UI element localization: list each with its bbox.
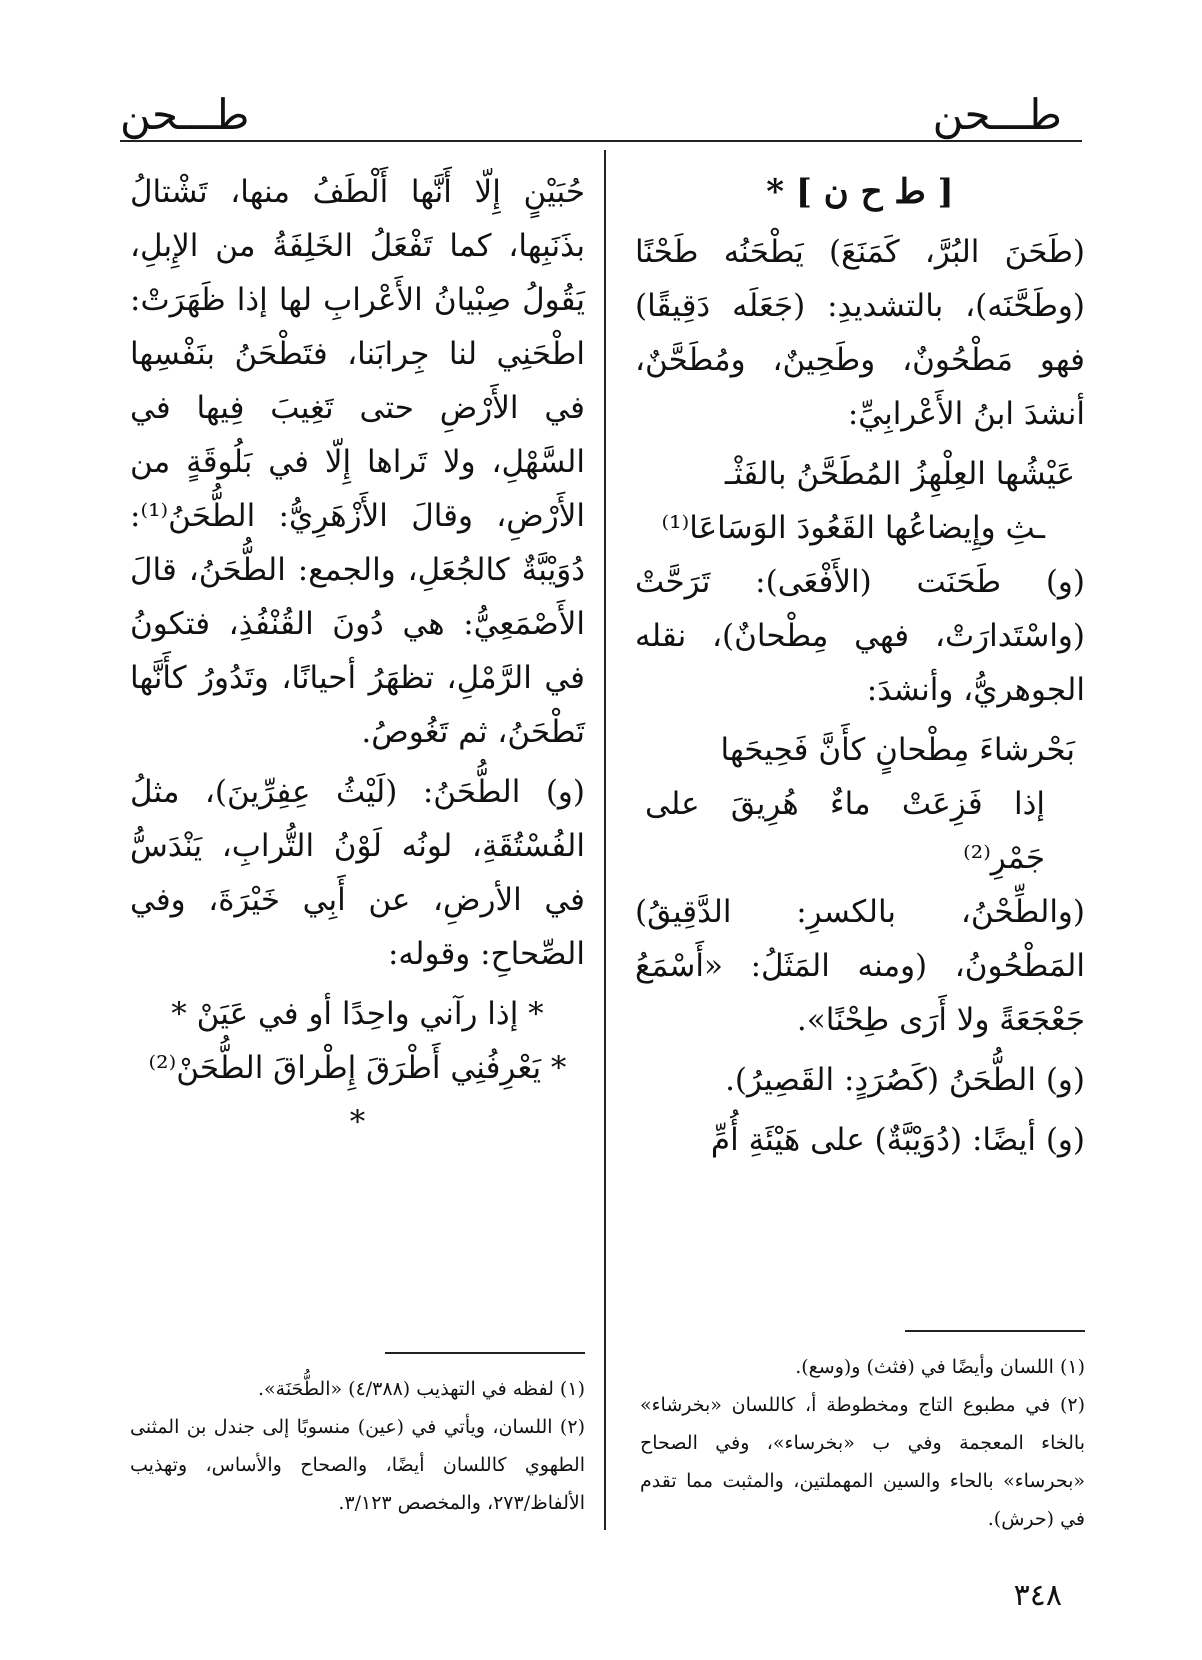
page-number: ٣٤٨ <box>1013 1578 1062 1613</box>
footnote-rule-right <box>905 1330 1085 1332</box>
paragraph: (و) الطُّحَنُ: (لَيْثُ عِفِرِّينَ)، مثلُ الفُسْتُقَةِ، لونُه لَوْنُ التُّرابِ، يَنْدَسُّ في الأرضِ، عن أَبِي خَيْرَةَ، وفي الصِّحاحِ: وقوله: <box>130 774 585 972</box>
left-column <box>130 165 585 1149</box>
footnote: (١) لفظه في التهذيب (٤/٣٨٨) «الطُّحَنَة». <box>257 1378 585 1400</box>
paragraph: (و) الطُّحَنُ (كَصُرَدٍ: القَصِيرُ). <box>725 1062 1085 1098</box>
entry-heading: [ ط ح ن ] * <box>766 172 954 212</box>
footnote-rule-left <box>385 1352 585 1354</box>
paragraph: (والطِّحْنُ، بالكسرِ: الدَّقِيقُ) المَطْحُونُ، (ومنه المَثَلُ: «أَسْمَعُ جَعْجَعَةً ولا أَرَى طِحْنًا». <box>635 894 1085 1038</box>
running-head-right: طـــحن <box>932 90 1062 139</box>
paragraph: حُبَيْنٍ إِلّا أَنَّها أَلْطَفُ منها، تَشْتالُ بذَنَبِها، كما تَفْعَلُ الخَلِفَةُ من الإِبلِ، يَقُولُ صِبْيانُ الأَعْرابِ لها إذا ظَهَرَتْ: اطْحَنِي لنا جِرابَنا، فتَطْحَنُ بنَفْسِها في الأَرْضِ حتى تَغِيبَ فِيها في السَّهْلِ، ولا تَراها إِلّا في بَلُوقَةٍ من الأَرْضِ، وقالَ الأَزْهَرِيُّ: الطُّحَنُ⁽¹⁾: دُوَيْبَّةٌ كالجُعَلِ، والجمع: الطُّحَنُ، قالَ الأَصْمَعِيُّ: هي دُونَ القُنْفُذِ، فتكونُ في الرَّمْلِ، تظهَرُ أحيانًا، وتَدُورُ كأَنَّها تَطْحَنُ، ثم تَغُوصُ. <box>130 174 585 750</box>
verse-line: إذا فَزِعَتْ ماءٌ هُرِيقَ على جَمْرِ⁽²⁾ <box>645 786 1045 876</box>
verse-line: * يَعْرِفُنِي أَطْرَقَ إِطْراقَ الطُّحَنْ⁽²⁾ * <box>148 1050 567 1140</box>
footnotes-left <box>130 1370 585 1522</box>
paragraph: (و) طَحَنَت (الأَفْعَى): تَرَحَّتْ (واسْتَدارَتْ، فهي مِطْحانٌ)، نقله الجوهريُّ، وأنشدَ: <box>635 564 1085 708</box>
running-head <box>120 90 1082 142</box>
verse-line: عَيْشُها العِلْهِزُ المُطَحَّنُ بالفَثْـ <box>724 456 1075 492</box>
paragraph: (طَحَنَ البُرَّ، كَمَنَعَ) يَطْحَنُه طَحْنًا (وطَحَّنَه)، بالتشديدِ: (جَعَلَه دَقِيقًا) فهو مَطْحُونٌ، وطَحِينٌ، ومُطَحَّنٌ، أنشدَ ابنُ الأَعْرابِيِّ: <box>635 234 1085 432</box>
column-divider <box>604 150 606 1530</box>
verse-line: بَحْرشاءَ مِطْحانٍ كأَنَّ فَحِيحَها <box>720 732 1075 768</box>
footnote: (٢) في مطبوع التاج ومخطوطة أ، كاللسان «بخرشاء» بالخاء المعجمة وفي ب «بخرساء»، وفي الصحاح «بحرساء» بالحاء والسين المهملتين، والمثبت مما تقدم في (حرش). <box>640 1394 1085 1530</box>
footnotes-right <box>640 1348 1085 1538</box>
paragraph: (و) أيضًا: (دُوَيْبَّةٌ) على هَيْئَةِ أُمِّ <box>710 1122 1085 1158</box>
running-head-left: طـــحن <box>120 90 250 139</box>
footnote: (٢) اللسان، ويأتي في (عين) منسوبًا إلى جندل بن المثنى الطهوي كاللسان أيضًا، والصحاح والأساس، وتهذيب الألفاظ/٢٧٣، والمخصص ٣/١٢٣. <box>130 1416 585 1514</box>
right-column <box>635 165 1085 1173</box>
footnote: (١) اللسان وأيضًا في (فثث) و(وسع). <box>795 1356 1085 1378</box>
verse-line: ـثِ وإِيضاعُها القَعُودَ الوَسَاعَا⁽¹⁾ <box>661 510 1045 546</box>
verse-line: * إذا رآني واحِدًا أو في عَيَنْ * <box>171 996 544 1032</box>
